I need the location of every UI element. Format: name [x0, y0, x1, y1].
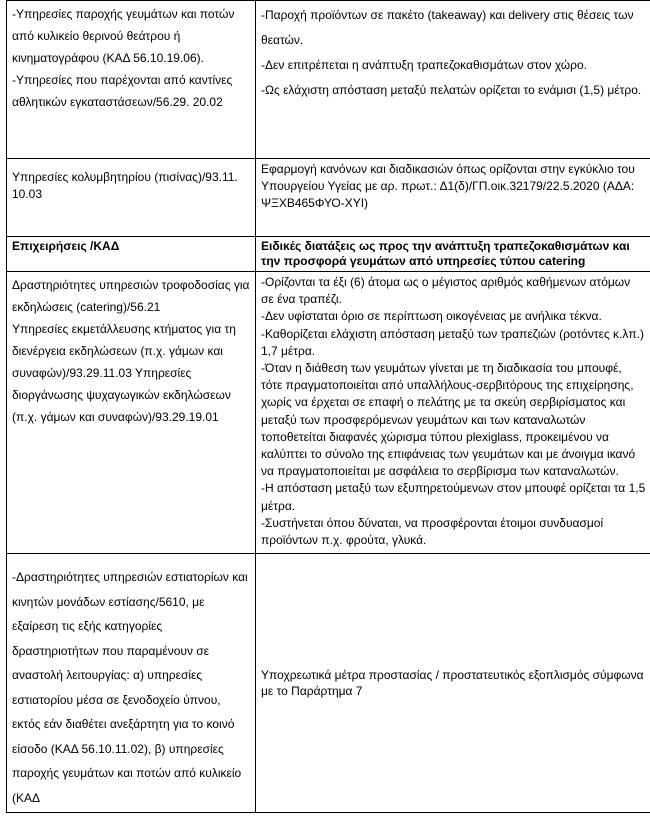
provision-text: -Δεν επιτρέπεται η ανάπτυξη τραπεζοκαθισμάτων στον χώρο.: [261, 58, 588, 72]
business-text: -Υπηρεσίες παροχής γευμάτων και ποτών από κυλικείο θερινού θεάτρου ή κινηματογράφου (ΚΑΔ 56.10.19.06).: [12, 7, 235, 65]
business-text: -Υπηρεσίες που παρέχονται από καντίνες αθλητικών εγκαταστάσεων/56.29. 20.02: [12, 73, 233, 109]
provision-text: Εφαρμογή κανόνων και διαδικασιών όπως ορίζονται στην εγκύκλιο του Υπουργείου Υγείας με αρ. πρωτ.: Δ1(δ)/ΓΠ.οικ.32179/22.5.2020 (ΑΔΑ: ΨΞΧΒ465ΦΥΟ-ΧΥΙ): [261, 162, 635, 210]
table-header-row: [7, 237, 650, 272]
provision-text: -Συστήνεται όπου δύναται, να προσφέρονται έτοιμοι συνδυασμοί προϊόντων π.χ. φρούτα, γλυκά.: [261, 515, 604, 548]
provisions-cell: [256, 159, 650, 237]
business-cell: [7, 159, 256, 237]
business-text: Δραστηριότητες υπηρεσιών τροφοδοσίας για εκδηλώσεις (catering)/56.21: [12, 278, 250, 314]
business-cell: [7, 554, 256, 813]
regulations-table: [6, 0, 650, 813]
provision-text: -Όταν η διάθεση των γευμάτων γίνεται με τη διαδικασία του μπουφέ, τότε πραγματοποιείται από υπαλλήλους-σερβιτόρους της επιχείρησης, χωρίς να έρχεται σε επαφή ο πελάτης με τα σκεύη σερβιρίσματος και μεταξύ των προσφερόμενων γευμάτων και των καταναλωτών τοποθετείται διαφανές χώρισμα τύπου plexiglass, προκειμένου να καλύπτει το σύνολο της επιφάνειας των γευμάτων και με άνοιγμα ικανό να πραγματοποιείται με ασφάλεια το σερβίρισμα των καταναλωτών.: [261, 361, 636, 479]
provision-text: -Παροχή προϊόντων σε πακέτο (takeaway) και delivery στις θέσεις των θεατών.: [261, 8, 634, 47]
provision-text: -Καθορίζεται ελάχιστη απόσταση μεταξύ των τραπεζιών (ροτόντες κ.λπ.) 1,7 μέτρα.: [261, 326, 645, 358]
business-cell: [7, 1, 256, 159]
business-text: -Δραστηριότητες υπηρεσιών εστιατορίων και κινητών μονάδων εστίασης/5610, με εξαίρεση τις εξής κατηγορίες δραστηριοτήτων που παραμένουν σε αναστολή λειτουργίας: α) υπηρεσίες εστιατορίου μέσα σε ξενοδοχείο ύπνου, εκτός εάν διαθέτει ανεξάρτητη για το κοινό είσοδο (ΚΑΔ 56.10.11.02), β) υπηρεσίες παροχής γευμάτων και ποτών από κυλικείο (ΚΑΔ: [12, 570, 248, 805]
provision-text: -Ορίζονται τα έξι (6) άτομα ως ο μέγιστος αριθμός καθήμενων ατόμων σε ένα τραπέζι.: [261, 275, 631, 307]
provisions-cell: [256, 554, 650, 813]
provisions-cell: [256, 1, 650, 159]
business-text: Υπηρεσίες εκμετάλλευσης κτήματος για τη διενέργεια εκδηλώσεων (π.χ. γάμων και συναφών)/93.29.11.03 Υπηρεσίες διοργάνωσης ψυχαγωγικών εκδηλώσεων (π.χ. γάμων και συναφών)/93.29.19.01: [12, 322, 236, 424]
provisions-cell: [256, 272, 650, 554]
table-row: [7, 554, 650, 813]
header-text: Επιχειρήσεις /ΚΑΔ: [12, 239, 120, 253]
provision-text: -Η απόσταση μεταξύ των εξυπηρετούμενων στον μπουφέ ορίζεται τα 1,5 μέτρα.: [261, 481, 646, 513]
business-text: Υπηρεσίες κολυμβητηρίου (πισίνας)/93.11. 10.03: [12, 170, 238, 201]
provision-text: Υποχρεωτικά μέτρα προστασίας / προστατευτικός εξοπλισμός σύμφωνα με το Παράρτημα 7: [261, 668, 644, 698]
column-header: [7, 237, 256, 272]
table-row: [7, 159, 650, 237]
provision-text: -Ως ελάχιστη απόσταση μεταξύ πελατών ορίζεται το ενάμισι (1,5) μέτρο.: [261, 83, 642, 97]
provision-text: -Δεν υφίσταται όριο σε περίπτωση οικογένειας με ανήλικα τέκνα.: [261, 309, 602, 324]
business-cell: [7, 272, 256, 554]
table-row: [7, 272, 650, 554]
table-row: [7, 1, 650, 159]
header-text: Ειδικές διατάξεις ως προς την ανάπτυξη τραπεζοκαθισμάτων και την προσφορά γευμάτων από υπηρεσίες τύπου catering: [261, 239, 630, 268]
document-page: [6, 0, 644, 813]
column-header: [256, 237, 650, 272]
